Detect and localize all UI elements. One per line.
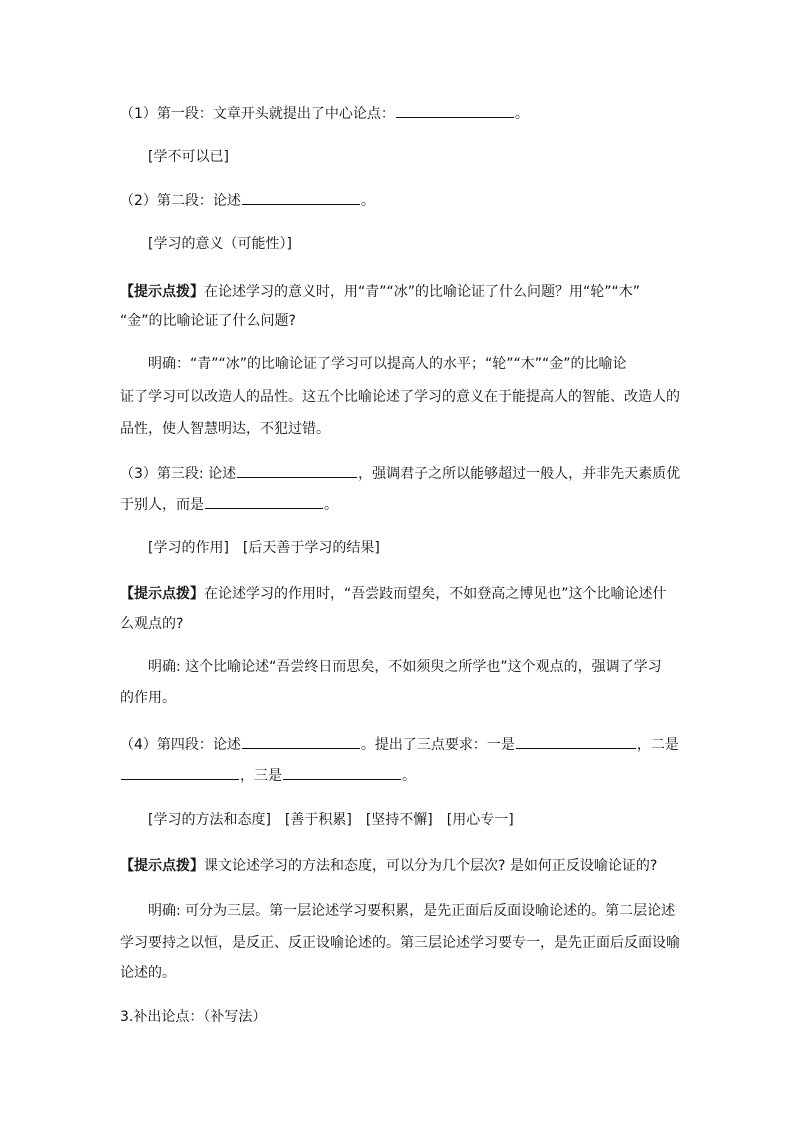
question-4-line-2-mid: ，三是 xyxy=(240,768,282,784)
question-4-mid-2: ，二是 xyxy=(636,737,679,753)
question-4-mid: 。提出了三点要求：一是 xyxy=(360,737,515,753)
tip-2-label: 【提示点拨】 xyxy=(120,586,204,602)
tip-2-text: 在论述学习的作用时，“吾尝跂而望矣，不如登高之博见也”这个比喻论述什 xyxy=(204,586,667,602)
tip-3-label: 【提示点拨】 xyxy=(120,858,204,874)
question-3-mid: ，强调君子之所以能够超过一般人，并非先天素质优 xyxy=(358,466,681,482)
answer-explanation-3-line-2: 学习要持之以恒，是反正、反正设喻论述的。第三层论述学习要专一，是先正面后反面设喻 xyxy=(120,935,680,951)
answer-blank-3b xyxy=(205,494,323,509)
question-1-text: （1）第一段：文章开头就提出了中心论点： xyxy=(120,106,395,122)
tip-3-text: 课文论述学习的方法和态度，可以分为几个层次? 是如何正反设喻论证的? xyxy=(204,858,658,874)
answer-explanation-1-line-2: 证了学习可以改造人的品性。这五个比喻论述了学习的意义在于能提高人的智能、改造人的 xyxy=(120,389,680,405)
answer-blank-4d xyxy=(283,765,401,780)
question-4-start: （4）第四段：论述 xyxy=(120,737,241,753)
question-3-line-2-start: 于别人，而是 xyxy=(120,497,204,513)
answer-explanation-3-line-3: 论述的。 xyxy=(120,965,176,981)
answer-explanation-1-line-1: 明确：“青”“冰”的比喻论证了学习可以提高人的水平；“轮”“木”“金”的比喻论 xyxy=(148,356,627,372)
tip-1-text: 在论述学习的意义时，用“青”“冰”的比喻论证了什么问题？用“轮”“木” xyxy=(204,284,641,300)
answer-blank-1 xyxy=(396,103,514,118)
answer-1: [学不可以已] xyxy=(148,149,229,165)
question-4-line-2-end: 。 xyxy=(402,768,416,784)
tip-1 xyxy=(120,282,640,302)
question-4-line-2 xyxy=(120,765,416,786)
question-1 xyxy=(120,103,529,124)
question-3-line-2 xyxy=(120,494,338,515)
question-3 xyxy=(120,463,680,484)
question-3-start: （3）第三段: 论述 xyxy=(120,466,237,482)
tip-3 xyxy=(120,856,657,876)
question-2-text: （2）第二段：论述 xyxy=(120,193,241,209)
answer-blank-4b xyxy=(516,734,636,749)
answer-blank-3a xyxy=(237,463,357,478)
question-1-end: 。 xyxy=(514,106,529,122)
tip-1-label: 【提示点拨】 xyxy=(120,284,204,300)
question-2-end: 。 xyxy=(360,193,375,209)
answer-explanation-3-line-1: 明确: 可分为三层。第一层论述学习要积累，是先正面后反面设喻论述的。第二层论述 xyxy=(148,903,676,919)
answer-4: [学习的方法和态度] [善于积累] [坚持不懈] [用心专一] xyxy=(148,812,514,828)
answer-blank-2 xyxy=(242,190,360,205)
question-4 xyxy=(120,734,679,755)
answer-3: [学习的作用] [后天善于学习的结果] xyxy=(148,540,380,556)
tip-2-line-2: 么观点的? xyxy=(120,616,184,632)
tip-2 xyxy=(120,584,667,604)
tip-1-line-2: “金”的比喻论证了什么问题? xyxy=(120,313,296,329)
answer-2: [学习的意义（可能性）] xyxy=(148,236,292,252)
question-2 xyxy=(120,190,375,211)
answer-explanation-2-line-1: 明确: 这个比喻论述“吾尝终日而思矣，不如须臾之所学也”这个观点的，强调了学习 xyxy=(148,659,662,675)
answer-explanation-2-line-2: 的作用。 xyxy=(120,690,176,706)
answer-blank-4c xyxy=(121,765,239,780)
answer-blank-4a xyxy=(242,734,360,749)
answer-explanation-1-line-3: 品性，使人智慧明达，不犯过错。 xyxy=(120,421,330,437)
question-3-line-2-end: 。 xyxy=(324,497,338,513)
section-3-heading: 3.补出论点：（补写法） xyxy=(120,1009,267,1025)
